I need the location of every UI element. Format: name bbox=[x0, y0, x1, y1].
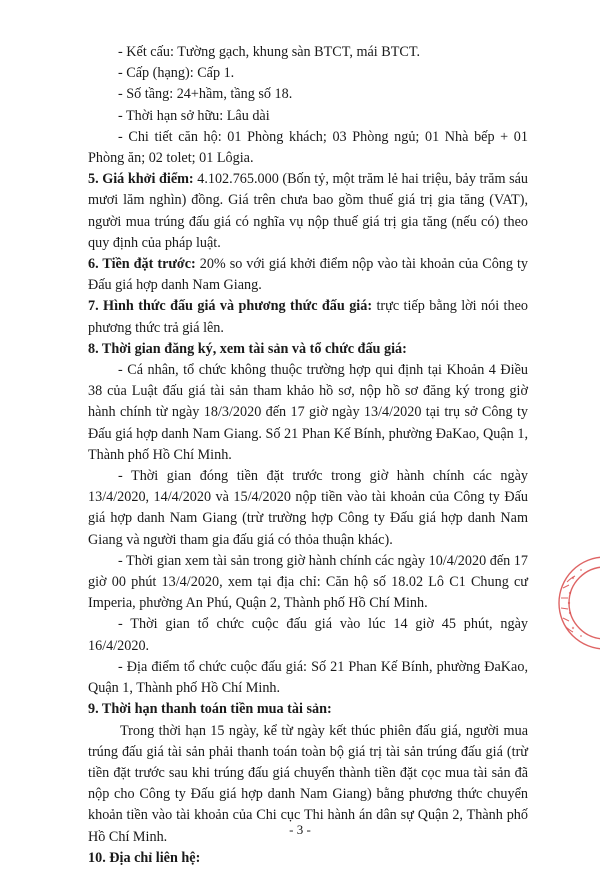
section-heading: 9. Thời hạn thanh toán tiền mua tài sản: bbox=[88, 701, 332, 718]
paragraph-text: 4.102.765.000 (Bốn tỷ, một trăm lẻ hai triệu, bảy trăm sáu mươi lăm nghìn) đồng. Giá trên chưa bao gồm thuế giá trị gia tăng (VAT), người mua trúng đấu giá có nghĩa vụ nộp thuế giá trị gia tăng (nếu có) theo quy định của pháp luật. bbox=[88, 171, 528, 251]
section-heading: 8. Thời gian đăng ký, xem tài sản và tổ chức đấu giá: bbox=[88, 340, 407, 357]
paragraph-text: - Cá nhân, tổ chức không thuộc trường hợp qui định tại Khoản 4 Điều 38 của Luật đấu giá tài sản tham khảo hồ sơ, nộp hồ sơ đăng ký trong giờ hành chính từ ngày 18/3/2020 đến 17 giờ ngày 13/4/2020 tại trụ sở Công ty Đấu giá hợp danh Nam Giang. Số 21 Phan Kế Bính, phường ĐaKao, Quận 1, Thành phố Hồ Chí Minh. bbox=[88, 362, 528, 463]
section-6-tien-dat-truoc bbox=[88, 254, 528, 296]
paragraph-dia-diem-to-chuc bbox=[88, 657, 528, 699]
paragraph-dong-tien-dat-truoc bbox=[88, 466, 528, 551]
page-number: - 3 - bbox=[289, 822, 311, 837]
paragraph-ket-cau bbox=[88, 42, 528, 63]
paragraph-so-tang bbox=[88, 84, 528, 105]
paragraph-text: - Thời gian đóng tiền đặt trước trong giờ hành chính các ngày 13/4/2020, 14/4/2020 và 15/4/2020 nộp tiền vào tài khoản của Công ty Đấu giá hợp danh Nam Giang (trừ trường hợp Công ty Đấu giá hợp danh Nam Giang và người tham gia đấu giá có thỏa thuận khác). bbox=[88, 468, 528, 548]
section-5-gia-khoi-diem bbox=[88, 169, 528, 254]
section-heading: 10. Địa chỉ liên hệ: bbox=[88, 849, 201, 866]
paragraph-text: - Thời gian tổ chức cuộc đấu giá vào lúc 14 giờ 45 phút, ngày 16/4/2020. bbox=[88, 616, 528, 654]
section-heading: 7. Hình thức đấu giá và phương thức đấu giá: bbox=[88, 298, 373, 315]
section-9-heading bbox=[88, 699, 528, 720]
paragraph-text: - Chi tiết căn hộ: 01 Phòng khách; 03 Phòng ngủ; 01 Nhà bếp + 01 Phòng ăn; 02 tolet; 01 Lôgia. bbox=[88, 128, 528, 167]
paragraph-text: trực tiếp bằng lời nói theo phương thức trả giá lên. bbox=[88, 298, 528, 336]
paragraph-dang-ky-ho-so bbox=[88, 360, 528, 466]
paragraph-text: - Số tầng: 24+hầm, tầng số 18. bbox=[118, 86, 293, 103]
section-8-heading bbox=[88, 339, 528, 360]
section-7-hinh-thuc-dau-gia bbox=[88, 296, 528, 338]
paragraph-xem-tai-san bbox=[88, 551, 528, 615]
document-body bbox=[88, 42, 528, 869]
paragraph-text: - Thời gian xem tài sản trong giờ hành chính các ngày 10/4/2020 đến 17 giờ 00 phút 13/4/2020, xem tại địa chỉ: Căn hộ số 18.02 Lô C1 Chung cư Imperia, phường An Phú, Quận 2, Thành phố Hồ Chí Minh. bbox=[88, 552, 528, 612]
paragraph-text: Trong thời hạn 15 ngày, kể từ ngày kết thúc phiên đấu giá, người mua trúng đấu giá tài sản phải thanh toán toàn bộ giá trị tài sản trúng đấu giá (trừ tiền đặt trước sau khi trúng đấu giá chuyển thành tiền đặt cọc mua tài sản đã nộp cho Công ty Đấu giá hợp danh Nam Giang) bằng phương thức chuyển khoản tiền vào tài khoản của Chi cục Thi hành án dân sự Quận 2, Thành phố Hồ Chí Minh. bbox=[88, 722, 528, 845]
section-heading: 6. Tiền đặt trước: bbox=[88, 256, 196, 273]
paragraph-text: - Thời hạn sở hữu: Lâu dài bbox=[118, 107, 270, 124]
red-seal-stamp-icon bbox=[553, 548, 600, 658]
paragraph-text: - Địa điểm tổ chức cuộc đấu giá: Số 21 Phan Kế Bính, phường ĐaKao, Quận 1, Thành phố Hồ Chí Minh. bbox=[88, 658, 528, 697]
paragraph-thoi-gian-to-chuc bbox=[88, 614, 528, 656]
paragraph-cap-hang bbox=[88, 63, 528, 84]
paragraph-text: - Cấp (hạng): Cấp 1. bbox=[118, 65, 235, 82]
paragraph-text: - Kết cấu: Tường gạch, khung sàn BTCT, mái BTCT. bbox=[118, 44, 421, 60]
paragraph-thoi-han-so-huu bbox=[88, 106, 528, 127]
paragraph-chi-tiet-can-ho bbox=[88, 127, 528, 169]
paragraph-text: 20% so với giá khởi điểm nộp vào tài khoản của Công ty Đấu giá hợp danh Nam Giang. bbox=[88, 256, 529, 294]
section-heading: 5. Giá khởi điểm: bbox=[88, 171, 194, 188]
section-10-heading bbox=[88, 848, 528, 869]
